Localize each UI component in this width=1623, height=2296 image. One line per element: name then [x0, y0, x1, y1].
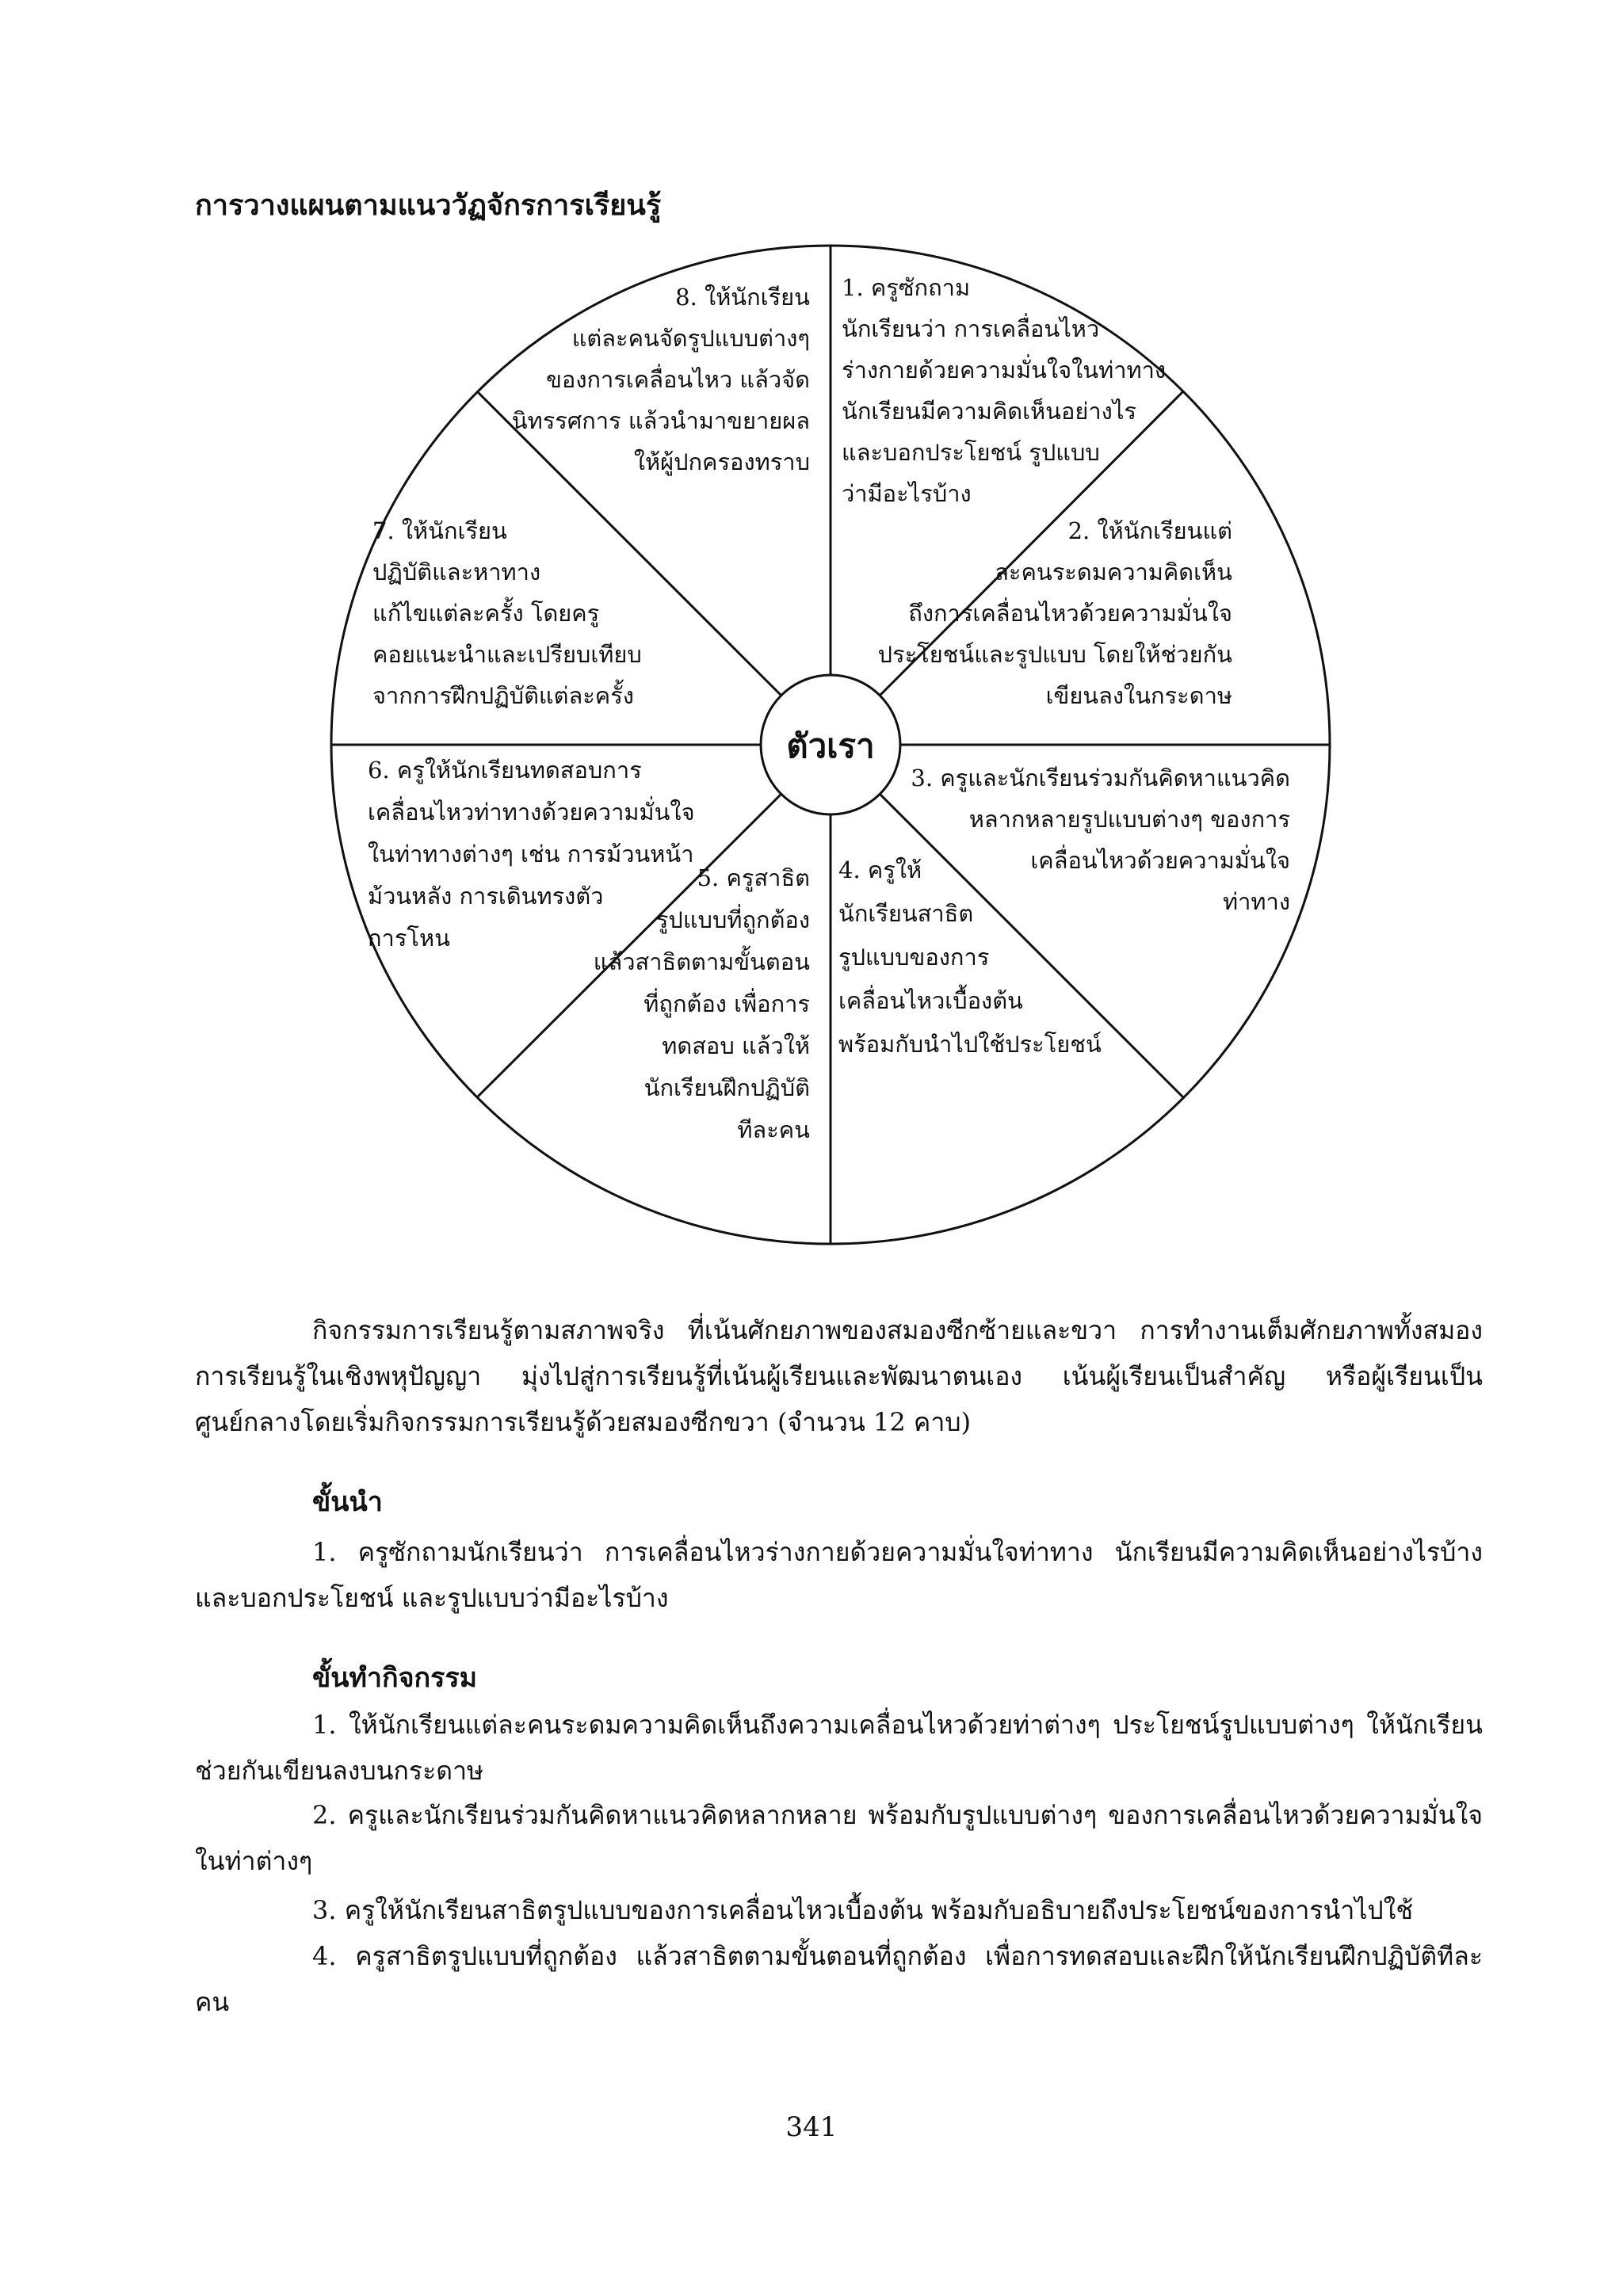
wheel-segment-7-line: จากการฝึกปฏิบัติแต่ละครั้ง	[372, 682, 634, 709]
wheel-segment-8-line: ของการเคลื่อนไหว แล้วจัด	[546, 366, 810, 393]
wheel-segment-5-line: 5. ครูสาธิต	[697, 864, 810, 891]
wheel-segment-4-line: เคลื่อนไหวเบื้องต้น	[838, 987, 1023, 1014]
wheel-segment-8-line: นิทรรศการ แล้วนำมาขยายผล	[511, 407, 810, 434]
wheel-segment-6	[368, 757, 695, 952]
wheel-segment-2-line: ละคนระดมความคิดเห็น	[995, 559, 1232, 585]
activity-step-4: 4. ครูสาธิตรูปแบบที่ถูกต้อง แล้วสาธิตตามขั้นตอนที่ถูกต้อง เพื่อการทดสอบและฝึกให้นักเรียนฝึกปฏิบัติทีละคน	[195, 1941, 1483, 2017]
wheel-segment-8-line: ให้ผู้ปกครองทราบ	[633, 448, 810, 475]
wheel-segment-1-line: ร่างกายด้วยความมั่นใจในท่าทาง	[842, 357, 1167, 383]
wheel-segment-7	[372, 517, 642, 709]
wheel-segment-3-line: หลากหลายรูปแบบต่างๆ ของการ	[968, 806, 1290, 833]
wheel-segment-8-line: แต่ละคนจัดรูปแบบต่างๆ	[571, 325, 810, 352]
wheel-segment-1-line: นักเรียนว่า การเคลื่อนไหว	[842, 315, 1100, 342]
wheel-segment-2-line: ถึงการเคลื่อนไหวด้วยความมั่นใจ	[908, 600, 1232, 627]
wheel-segment-5-line: ที่ถูกต้อง เพื่อการ	[643, 990, 810, 1017]
wheel-segment-7-line: แก้ไขแต่ละครั้ง โดยครู	[372, 600, 600, 627]
wheel-segment-5-line: ทดสอบ แล้วให้	[662, 1032, 810, 1059]
wheel-segment-5-line: รูปแบบที่ถูกต้อง	[655, 906, 810, 933]
wheel-segment-5	[594, 864, 810, 1143]
wheel-segment-2-line: เขียนลงในกระดาษ	[1045, 682, 1232, 709]
wheel-center-label: ตัวเรา	[786, 727, 875, 765]
wheel-segment-4-line: นักเรียนสาธิต	[838, 900, 974, 927]
intro-paragraph: กิจกรรมการเรียนรู้ตามสภาพจริง ที่เน้นศักยภาพของสมองซีกซ้ายและขวา การทำงานเต็มศักยภาพทั้งสมอง การเรียนรู้ในเชิงพหุปัญญา มุ่งไปสู่การเรียนรู้ที่เน้นผู้เรียนและพัฒนาตนเอง เน้นผู้เรียนเป็นสำคัญ หรือผู้เรียนเป็นศูนย์กลางโดยเริ่มกิจกรรมการเรียนรู้ด้วยสมองซีกขวา (จำนวน 12 คาบ)	[195, 1315, 1483, 1437]
wheel-segment-2-line: 2. ให้นักเรียนแต่	[1067, 517, 1232, 544]
wheel-segment-8	[512, 284, 810, 476]
page-heading: การวางแผนตามแนววัฏจักรการเรียนรู้	[195, 189, 662, 222]
wheel-segment-3-line: ท่าทาง	[1223, 888, 1290, 915]
wheel-segment-6-line: การโหน	[368, 925, 450, 952]
activity-step-2: 2. ครูและนักเรียนร่วมกันคิดหาแนวคิดหลากหลาย พร้อมกับรูปแบบต่างๆ ของการเคลื่อนไหวด้วยความมั่นใจในท่าต่างๆ	[195, 1800, 1483, 1876]
wheel-segment-1-line: ว่ามีอะไรบ้าง	[842, 480, 972, 507]
section-activity-title: ขั้นทำกิจกรรม	[312, 1662, 478, 1694]
wheel-segment-4-line: พร้อมกับนำไปใช้ประโยชน์	[838, 1031, 1102, 1058]
wheel-segment-7-line: ปฏิบัติและหาทาง	[372, 559, 541, 585]
page-number: 341	[785, 2111, 838, 2143]
activity-step-3: 3. ครูให้นักเรียนสาธิตรูปแบบของการเคลื่อนไหวเบื้องต้น พร้อมกับอธิบายถึงประโยชน์ของการนำไปใช้	[312, 1895, 1414, 1925]
wheel-segment-4-line: รูปแบบของการ	[838, 944, 990, 971]
wheel-segment-7-line: 7. ให้นักเรียน	[372, 517, 507, 544]
wheel-segment-5-line: ทีละคน	[737, 1116, 810, 1143]
wheel-segment-2	[878, 517, 1233, 709]
wheel-segment-3-line: 3. ครูและนักเรียนร่วมกันคิดหาแนวคิด	[911, 765, 1290, 791]
wheel-segment-8-line: 8. ให้นักเรียน	[675, 284, 810, 311]
wheel-segment-3	[911, 765, 1290, 915]
wheel-segment-2-line: ประโยชน์และรูปแบบ โดยให้ช่วยกัน	[877, 641, 1232, 668]
wheel-segment-7-line: คอยแนะนำและเปรียบเทียบ	[372, 641, 642, 668]
wheel-segment-6-line: ม้วนหลัง การเดินทรงตัว	[368, 883, 604, 910]
wheel-segment-3-line: เคลื่อนไหวด้วยความมั่นใจ	[1030, 847, 1290, 874]
wheel-segment-5-line: นักเรียนฝึกปฏิบัติ	[643, 1074, 810, 1101]
wheel-segment-4-line: 4. ครูให้	[838, 856, 922, 883]
activity-step-1: 1. ให้นักเรียนแต่ละคนระดมความคิดเห็นถึงความเคลื่อนไหวด้วยท่าต่างๆ ประโยชน์รูปแบบต่างๆ ให้นักเรียนช่วยกันเขียนลงบนกระดาษ	[195, 1710, 1483, 1786]
wheel-segment-6-line: ในท่าทางต่างๆ เช่น การม้วนหน้า	[368, 841, 694, 868]
wheel-segment-5-line: แล้วสาธิตตามขั้นตอน	[593, 948, 810, 975]
wheel-segment-1-line: นักเรียนมีความคิดเห็นอย่างไร	[842, 398, 1136, 425]
section-intro-title: ขั้นนำ	[312, 1486, 383, 1518]
wheel-segment-1	[842, 274, 1166, 507]
wheel-segment-1-line: 1. ครูซักถาม	[842, 274, 971, 301]
wheel-segment-4	[838, 856, 1102, 1058]
wheel-segment-6-line: เคลื่อนไหวท่าทางด้วยความมั่นใจ	[368, 799, 695, 826]
intro-step-1: 1. ครูซักถามนักเรียนว่า การเคลื่อนไหวร่างกายด้วยความมั่นใจท่าทาง นักเรียนมีความคิดเห็นอย่างไรบ้าง และบอกประโยชน์ และรูปแบบว่ามีอะไรบ้าง	[195, 1537, 1483, 1613]
wheel-segment-1-line: และบอกประโยชน์ รูปแบบ	[842, 439, 1100, 466]
wheel-segment-6-line: 6. ครูให้นักเรียนทดสอบการ	[368, 757, 642, 784]
